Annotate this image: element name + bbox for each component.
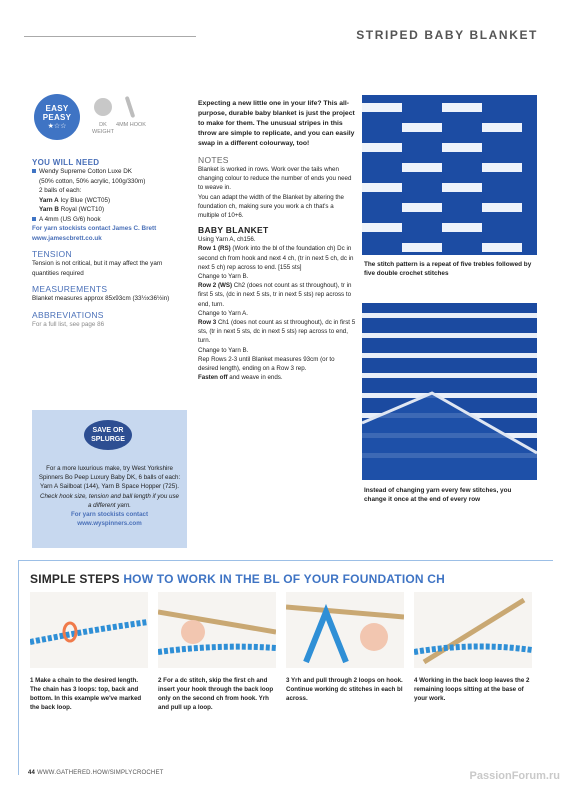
badge-row	[32, 92, 190, 152]
hook-insert-graphic	[158, 592, 276, 668]
header-rule	[24, 36, 196, 37]
stockists-text: For yarn stockists contact James C. Brett	[32, 225, 157, 232]
fasten-off: Fasten off and weave in ends.	[198, 374, 283, 382]
step-3-photo	[286, 592, 404, 668]
row-2: Row 2 (WS) Ch2 (does not count as st throughout), tr in first 5 sts, (dc in next 5 sts, tr in next 5 sts) rep across to end, turn.	[198, 282, 352, 308]
bullet-icon	[32, 217, 36, 221]
crochet-hook-icon	[125, 96, 136, 118]
change-yarn-b-again: Change to Yarn B.	[198, 346, 249, 354]
photo1-caption: The stitch pattern is a repeat of five trebles followed by five double crochet stitches	[364, 261, 532, 277]
stockists-link[interactable]: www.jamescbrett.co.uk	[32, 234, 102, 242]
notes-p1: Blanket is worked in rows. Work over the tails when changing colour to reduce the number of ends you need to weave in.	[198, 166, 352, 192]
hook-line: A 4mm (US G/6) hook	[32, 215, 190, 225]
bullet-icon	[32, 169, 36, 173]
wyspinners-link[interactable]: www.wyspinners.com	[77, 520, 142, 528]
page-footer	[28, 770, 164, 776]
difficulty-line2: PEASY	[42, 113, 72, 122]
blanket-photo-closeup	[362, 95, 537, 255]
change-yarn-a: Change to Yarn A.	[198, 309, 248, 317]
stitch-stripes-graphic	[362, 303, 537, 480]
row-1: Row 1 (RS) (Work into the bl of the foundation ch) Dc in second ch from hook and next 4 ch, (tr in next 5 ch, dc in next 5 ch) rep across to end. [155 sts]	[198, 245, 354, 271]
page-title: STRIPED BABY BLANKET	[356, 28, 538, 42]
dc-stitch-graphic	[286, 592, 404, 668]
step-1-photo	[30, 592, 148, 668]
pattern-heading: BABY BLANKET	[198, 225, 269, 236]
step-2-photo	[158, 592, 276, 668]
measurements-text: Blanket measures approx 85x93cm (33½x36½in)	[32, 295, 170, 302]
notes-p2: You can adapt the width of the Blanket by altering the foundation ch, making sure you work a ch that's a multiple of 10+6.	[198, 193, 344, 220]
difficulty-badge	[34, 94, 80, 140]
yarn-detail: (50% cotton, 50% acrylic, 100g/330m)	[39, 177, 146, 185]
tension-heading: TENSION	[32, 249, 72, 259]
abbreviations-heading: ABBREVIATIONS	[32, 309, 104, 320]
measurements-heading: MEASUREMENTS	[32, 284, 108, 294]
tension-text: Tension is not critical, but it may affect the yarn quantities required	[32, 260, 163, 277]
stitch-stripes-graphic	[362, 95, 537, 255]
change-yarn-b: Change to Yarn B.	[198, 273, 249, 281]
save-splurge-text: For a more luxurious make, try West Yorkshire Spinners Bo Peep Luxury Baby DK, 6 balls of each: Yarn A Sailboat (144), Yarn B Space Hopper (725). Check hook size, tension and ball length if you use a different yarn. For yarn stockists contact www.wyspinners.com	[38, 465, 181, 528]
yarn-a: Yarn A Icy Blue (WCT05)	[39, 196, 111, 204]
photo2-caption: Instead of changing yarn every few stitches, you change it once at the end of every row	[364, 487, 512, 503]
row-3: Row 3 Ch1 (does not count as st throughout), dc in first 5 sts, (tr in next 5 sts, dc in next 5 sts) rep across to end, turn.	[198, 319, 356, 345]
pattern-start: Using Yarn A, ch156.	[198, 236, 256, 244]
simple-steps-title: SIMPLE STEPS HOW TO WORK IN THE BL OF YOUR FOUNDATION CH	[30, 572, 446, 586]
yarn-line: Wendy Supreme Cotton Luxe DK	[32, 167, 190, 177]
intro-text: Expecting a new little one in your life? This all-purpose, durable baby blanket is just the project to make for them. The unusual stripes in this throw are simple to replicate, and you can easily swap in a different colourway, too!	[198, 100, 355, 147]
back-loop-result-graphic	[414, 592, 532, 668]
chain-graphic	[30, 592, 148, 668]
footer-url[interactable]: WWW.GATHERED.HOW/SIMPLYCROCHET	[37, 770, 164, 776]
star-icon: ★☆☆	[47, 123, 67, 130]
watermark: PassionForum.ru	[469, 770, 560, 782]
save-splurge-badge: SAVE OR SPLURGE	[84, 420, 132, 450]
step-4-text: 4 Working in the back loop leaves the 2 remaining loops sitting at the base of your work.	[414, 677, 530, 702]
yarn-weight-label: DK WEIGHT	[92, 122, 114, 135]
save-or-splurge-panel	[32, 410, 187, 548]
repeat-rows: Rep Rows 2-3 until Blanket measures 93cm (or to desired length), ending on a Row 3 rep.	[198, 355, 335, 373]
abbreviations-text: For a full list, see page 86	[32, 320, 105, 328]
yarn-ball-icon	[94, 98, 112, 116]
step-3-text: 3 Yrh and pull through 2 loops on hook. Continue working dc stitches in each bl across.	[286, 677, 403, 702]
balls-count: 2 balls of each:	[39, 187, 82, 194]
step-2-text: 2 For a dc stitch, skip the first ch and insert your hook through the back loop only on the second ch from hook. Yrh and pull up a loop.	[158, 677, 274, 711]
you-will-need-heading: YOU WILL NEED	[32, 158, 100, 167]
difficulty-line1: EASY	[45, 104, 69, 113]
materials-column	[32, 92, 190, 329]
hook-size-label: 4MM HOOK	[116, 122, 146, 128]
step-4-photo	[414, 592, 532, 668]
notes-heading: NOTES	[198, 155, 229, 165]
yarn-b: Yarn B Royal (WCT10)	[39, 206, 105, 213]
page-number: 44	[28, 770, 36, 776]
pattern-column	[198, 99, 356, 382]
blanket-photo-folded	[362, 303, 537, 480]
step-1-text: 1 Make a chain to the desired length. The chain has 3 loops: top, back and bottom. In this example we've marked the back loop.	[30, 677, 142, 711]
